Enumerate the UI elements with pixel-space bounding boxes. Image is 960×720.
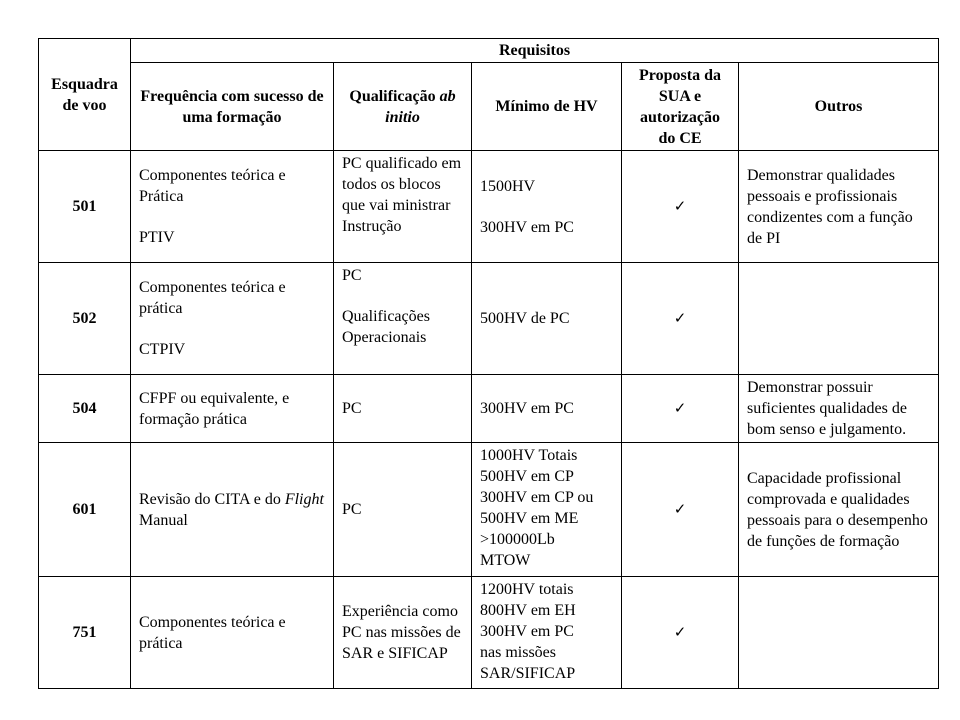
frequency-cell: Componentes teórica e prática CTPIV [131, 263, 334, 375]
header-row-top [39, 39, 939, 63]
header-esquadra: Esquadra de voo [39, 39, 131, 151]
squadron-code: 504 [39, 375, 131, 443]
qualification-cell: PC qualificado em todos os blocos que vai ministrar Instrução [334, 151, 472, 263]
others-cell: Demonstrar qualidades pessoais e profissionais condizentes com a função de PI [739, 151, 939, 263]
check-icon: ✓ [622, 443, 739, 577]
frequency-cell: CFPF ou equivalente, e formação prática [131, 375, 334, 443]
squadron-code: 501 [39, 151, 131, 263]
others-cell [739, 577, 939, 689]
squadron-code: 751 [39, 577, 131, 689]
requirements-table [38, 38, 939, 689]
min-hours-cell: 1000HV Totais 500HV em CP 300HV em CP ou 500HV em ME >100000Lb MTOW [472, 443, 622, 577]
table-row [39, 577, 939, 689]
qualification-cell: PC Qualificações Operacionais [334, 263, 472, 375]
others-cell: Demonstrar possuir suficientes qualidades de bom senso e julgamento. [739, 375, 939, 443]
frequency-cell: Revisão do CITA e do Flight Manual [131, 443, 334, 577]
qualification-cell: Experiência como PC nas missões de SAR e SIFICAP [334, 577, 472, 689]
header-proposta: Proposta da SUA e autorização do CE [622, 63, 739, 151]
min-hours-cell: 300HV em PC [472, 375, 622, 443]
header-requisitos: Requisitos [131, 39, 939, 63]
frequency-cell: Componentes teórica e Prática PTIV [131, 151, 334, 263]
frequency-cell: Componentes teórica e prática [131, 577, 334, 689]
table-row [39, 263, 939, 375]
others-cell: Capacidade profissional comprovada e qualidades pessoais para o desempenho de funções de formação [739, 443, 939, 577]
min-hours-cell: 1500HV 300HV em PC [472, 151, 622, 263]
check-icon: ✓ [622, 375, 739, 443]
header-outros: Outros [739, 63, 939, 151]
header-row-sub [39, 63, 939, 151]
squadron-code: 601 [39, 443, 131, 577]
min-hours-cell: 1200HV totais 800HV em EH 300HV em PC nas missões SAR/SIFICAP [472, 577, 622, 689]
header-qualificacao: Qualificação ab initio [334, 63, 472, 151]
check-icon: ✓ [622, 577, 739, 689]
table-row [39, 443, 939, 577]
check-icon: ✓ [622, 151, 739, 263]
table-row [39, 375, 939, 443]
table-row [39, 151, 939, 263]
others-cell [739, 263, 939, 375]
qualification-cell: PC [334, 443, 472, 577]
header-frequencia: Frequência com sucesso de uma formação [131, 63, 334, 151]
header-minimo: Mínimo de HV [472, 63, 622, 151]
qualification-cell: PC [334, 375, 472, 443]
min-hours-cell: 500HV de PC [472, 263, 622, 375]
check-icon: ✓ [622, 263, 739, 375]
squadron-code: 502 [39, 263, 131, 375]
